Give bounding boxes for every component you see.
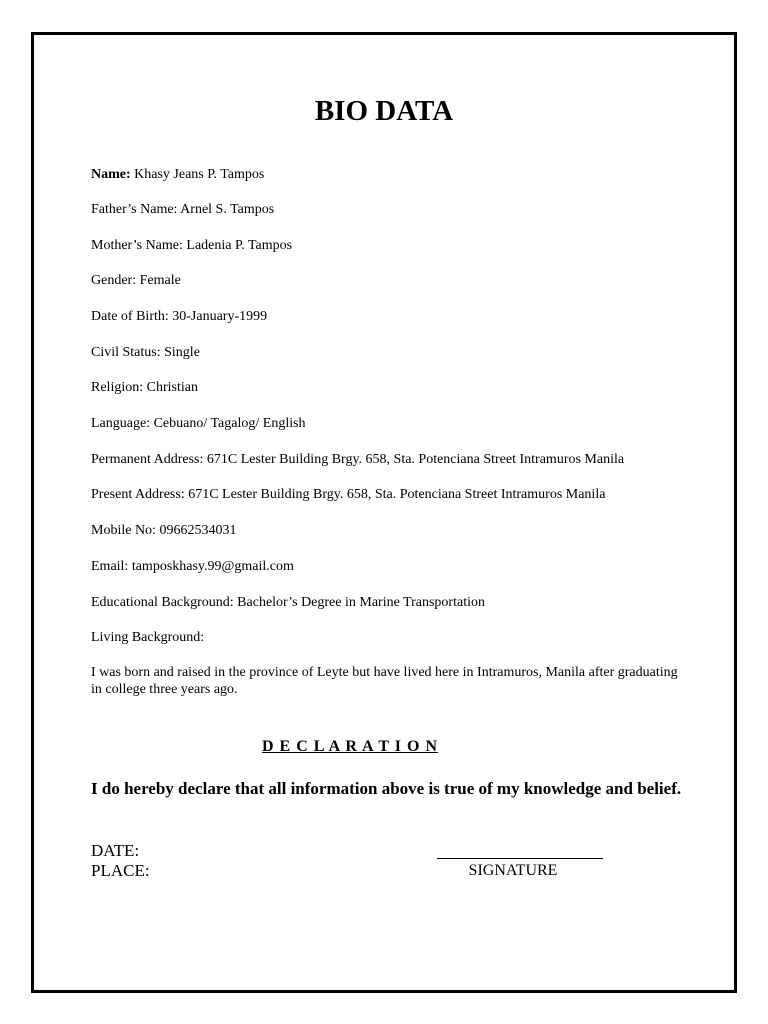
page-title: BIO DATA [314, 95, 454, 127]
declaration-text: I do hereby declare that all information above is true of my knowledge and belief. [91, 779, 682, 798]
place-label: PLACE: [91, 861, 150, 880]
language-field: Language: Cebuano/ Tagalog/ English [91, 416, 306, 431]
name-value: Khasy Jeans P. Tampos [130, 167, 265, 182]
name-label: Name: [91, 167, 131, 182]
mobile-no-field: Mobile No: 09662534031 [91, 523, 237, 538]
present-address-field: Present Address: 671C Lester Building Brgy. 658, Sta. Potenciana Street Intramuros Manila [91, 487, 606, 502]
living-background-text: I was born and raised in the province of Leyte but have lived here in Intramuros, Manila after graduating in college three years ago. [91, 665, 678, 697]
gender-field: Gender: Female [91, 273, 181, 288]
permanent-address-field: Permanent Address: 671C Lester Building Brgy. 658, Sta. Potenciana Street Intramuros Manila [91, 452, 625, 467]
name-field [91, 166, 264, 184]
signature-label: SIGNATURE [468, 862, 558, 879]
religion-field: Religion: Christian [91, 380, 198, 395]
declaration-heading: D E C L A R A T I O N [261, 738, 439, 755]
signature-line [437, 858, 603, 859]
living-background-field: Living Background: [91, 630, 205, 645]
civil-status-field: Civil Status: Single [91, 345, 200, 360]
date-of-birth-field: Date of Birth: 30-January-1999 [91, 309, 268, 324]
fathers-name-field: Father’s Name: Arnel S. Tampos [91, 202, 275, 217]
date-label: DATE: [91, 841, 140, 860]
email-field: Email: tamposkhasy.99@gmail.com [91, 559, 294, 574]
educational-background-field: Educational Background: Bachelor’s Degree in Marine Transportation [91, 595, 485, 610]
mothers-name-field: Mother’s Name: Ladenia P. Tampos [91, 238, 293, 253]
